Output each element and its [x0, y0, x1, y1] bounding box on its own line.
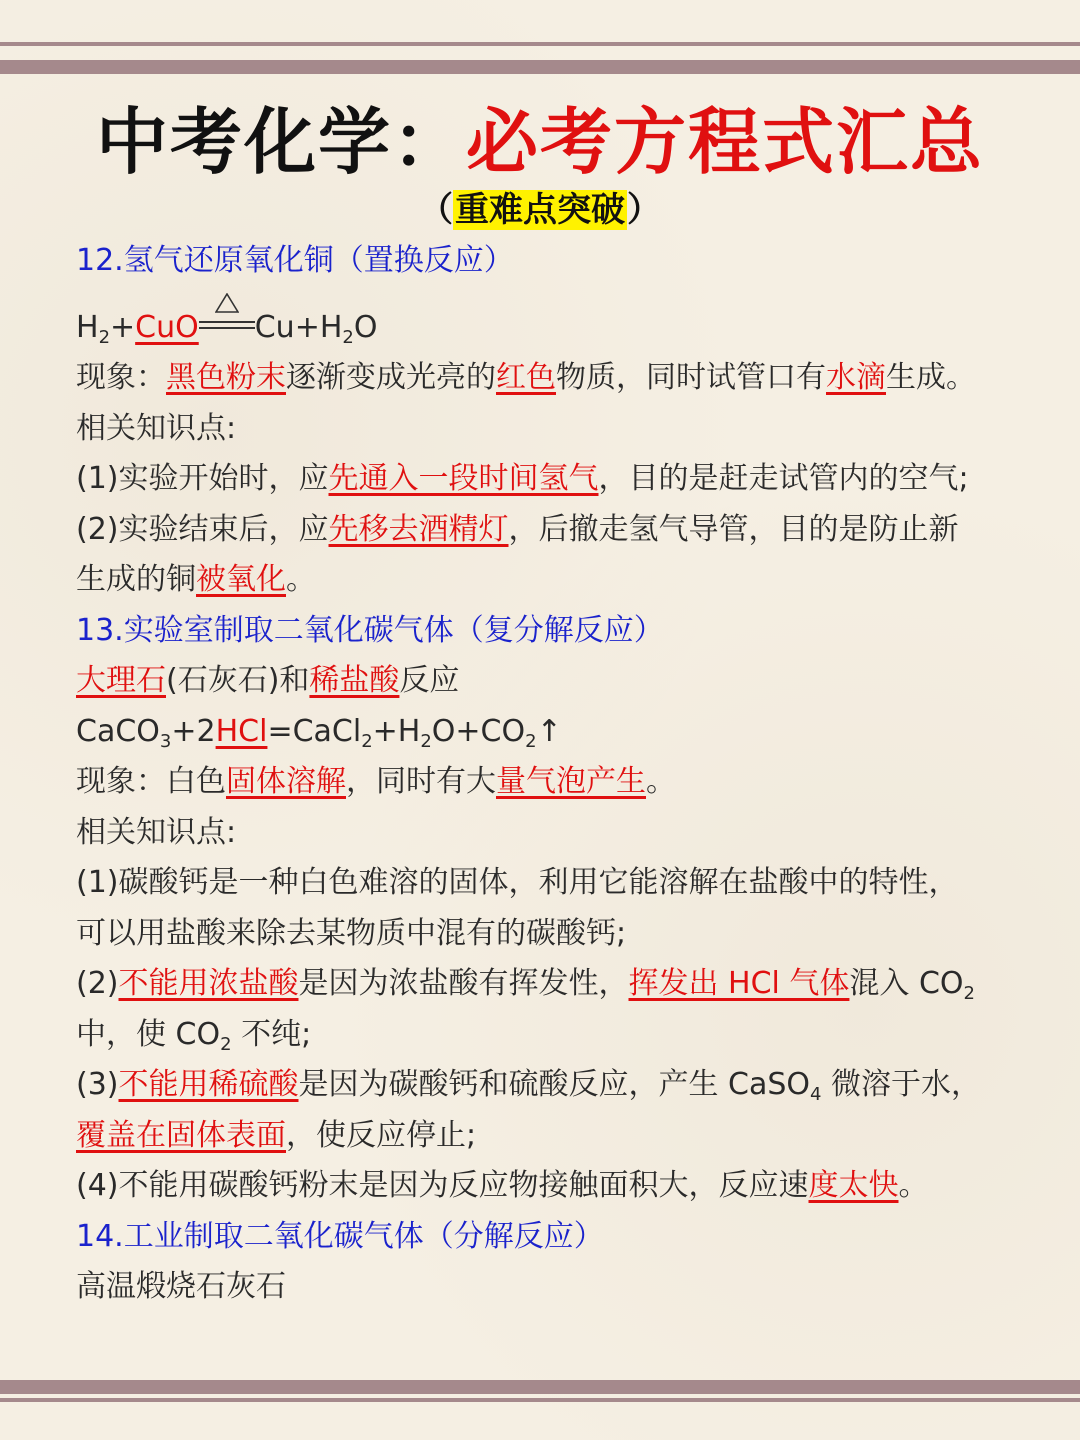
text: ，目的是赶走试管内的空气;: [598, 461, 969, 496]
eq-part: +H: [372, 713, 421, 749]
eq-sub: 2: [98, 326, 111, 348]
key-text: 黑色粉末: [166, 360, 286, 395]
sub: 4: [810, 1084, 822, 1105]
text: 生成的铜: [76, 562, 196, 597]
section-12-equation: [76, 303, 1016, 354]
subtitle-highlight: 重难点突破: [455, 190, 625, 230]
heating-equals-icon: [199, 309, 255, 339]
section-12-point-1: [76, 454, 1016, 505]
text: 逐渐变成光亮的: [286, 360, 496, 395]
section-12-kp-label: 相关知识点:: [76, 410, 237, 446]
subtitle-open: （: [419, 190, 453, 230]
bottom-border-thick: [0, 1380, 1080, 1394]
section-14-heading: 14.工业制取二氧化碳气体（分解反应）: [76, 1218, 604, 1254]
eq-cuo: CuO: [135, 309, 199, 345]
eq-h: H: [76, 309, 99, 345]
title-black: 中考化学：: [95, 99, 466, 184]
gas-arrow-icon: ↑: [536, 713, 562, 749]
eq-products: Cu+H: [254, 309, 343, 345]
section-12-heading: 12.氢气还原氧化铜（置换反应）: [76, 243, 514, 278]
title-red: 必考方程式汇总: [466, 99, 985, 184]
key-text: 度太快: [808, 1168, 899, 1203]
subtitle-close: ）: [627, 190, 661, 230]
section-12-point-2b: [76, 555, 1016, 606]
text: 反应: [399, 663, 460, 698]
text: 是因为浓盐酸有挥发性，: [298, 966, 629, 1001]
section-13-point-2b: [76, 1010, 1016, 1061]
eq-sub: 3: [159, 730, 172, 752]
section-13-point-4: [76, 1161, 1016, 1212]
text: (1)实验开始时，应: [76, 461, 329, 496]
section-14-text: 高温煅烧石灰石: [76, 1269, 286, 1304]
section-13-kp-label: 相关知识点:: [76, 814, 237, 850]
key-text: 先移去酒精灯: [328, 511, 509, 547]
section-13-heading: 13.实验室制取二氧化碳气体（复分解反应）: [76, 612, 664, 648]
text: 现象：: [76, 360, 166, 395]
page-title: [0, 84, 1080, 188]
text: 是因为碳酸钙和硫酸反应，产生 CaSO: [298, 1067, 811, 1102]
eq-sub: 2: [525, 730, 537, 752]
key-text: 大理石: [76, 663, 166, 698]
eq-part: CaCO: [76, 713, 160, 749]
section-13-phenomenon: [76, 757, 1016, 808]
text: ，使反应停止;: [286, 1117, 477, 1153]
key-text: 稀盐酸: [309, 663, 400, 698]
page-subtitle: [0, 182, 1080, 231]
text: 。: [898, 1168, 929, 1203]
section-13-point-3b: [76, 1111, 1016, 1162]
text: 微溶于水，: [821, 1067, 982, 1102]
eq-part: =CaCl: [267, 713, 362, 749]
key-text: 被氧化: [196, 562, 286, 597]
section-13-point-3a: [76, 1060, 1016, 1111]
key-text: 挥发出 HCl 气体: [628, 966, 850, 1001]
sub: 2: [963, 983, 975, 1004]
key-text: 固体溶解: [226, 764, 346, 799]
bottom-border-thin: [0, 1398, 1080, 1402]
text: 。: [646, 764, 676, 799]
eq-part: O+CO: [431, 713, 526, 749]
top-border-thick: [0, 60, 1080, 74]
section-13-point-2a: [76, 959, 1016, 1010]
text: 不纯;: [231, 1016, 312, 1052]
text: ，同时有大: [346, 764, 496, 799]
content: [76, 236, 1016, 1313]
key-text: 不能用稀硫酸: [118, 1067, 299, 1102]
text: 中，使 CO: [76, 1016, 221, 1052]
text: ，后撤走氢气导管，目的是防止新: [508, 511, 959, 547]
text: 混入 CO: [849, 966, 964, 1001]
key-text: 水滴: [826, 360, 886, 395]
eq-part: +2: [171, 713, 216, 749]
eq-sub: 2: [361, 730, 373, 752]
text: 生成。: [886, 360, 976, 395]
text: 现象：白色: [76, 764, 226, 799]
eq-sub: 2: [420, 730, 432, 752]
eq-hcl: HCl: [215, 713, 268, 749]
text: (石灰石)和: [166, 663, 310, 698]
sub: 2: [220, 1033, 232, 1055]
eq-sub2: 2: [342, 326, 354, 348]
section-12-point-2a: [76, 505, 1016, 556]
key-text: 不能用浓盐酸: [118, 966, 299, 1001]
section-13-reactants: [76, 656, 1016, 707]
section-13-point-1b: 可以用盐酸来除去某物质中混有的碳酸钙;: [76, 915, 627, 951]
key-text: 先通入一段时间氢气: [328, 461, 599, 496]
text: 物质，同时试管口有: [556, 360, 826, 395]
eq-plus: +: [110, 309, 136, 345]
key-text: 红色: [496, 360, 556, 395]
text: 。: [286, 562, 316, 597]
section-13-equation: [76, 707, 1016, 758]
key-text: 量气泡产生: [496, 764, 646, 799]
text: (3): [76, 1067, 119, 1102]
text: (4)不能用碳酸钙粉末是因为反应物接触面积大，反应速: [76, 1168, 809, 1203]
key-text: 覆盖在固体表面: [76, 1117, 286, 1153]
section-12-phenomenon: [76, 353, 1016, 404]
eq-o: O: [353, 309, 378, 345]
section-13-point-1a: (1)碳酸钙是一种白色难溶的固体，利用它能溶解在盐酸中的特性，: [76, 865, 959, 900]
text: (2): [76, 966, 119, 1001]
text: (2)实验结束后，应: [76, 511, 329, 547]
top-border-thin: [0, 42, 1080, 46]
